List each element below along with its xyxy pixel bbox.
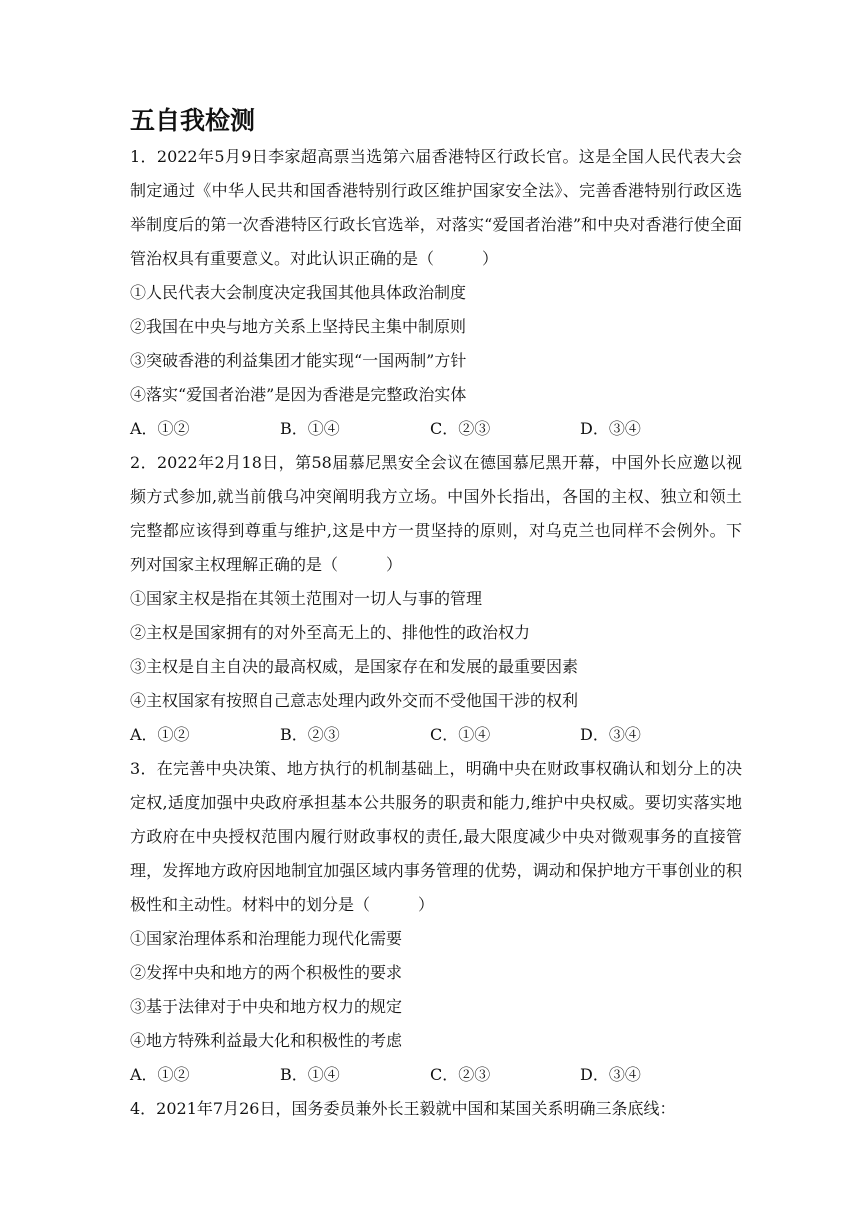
answer-choice: D．③④ bbox=[580, 1065, 641, 1084]
option-statement: ②我国在中央与地方关系上坚持民主集中制原则 bbox=[130, 317, 467, 336]
answer-choice: D．③④ bbox=[580, 725, 641, 744]
option-statement: ③突破香港的利益集团才能实现“一国两制”方针 bbox=[130, 351, 467, 370]
answer-choice: A．①② bbox=[130, 419, 190, 438]
option-statement: ②发挥中央和地方的两个积极性的要求 bbox=[130, 963, 403, 982]
question-3 bbox=[130, 752, 742, 1092]
question-stem: 4．2021年7月26日，国务委员兼外长王毅就中国和某国关系明确三条底线： bbox=[130, 1099, 676, 1118]
option-statement: ②主权是国家拥有的对外至高无上的、排他性的政治权力 bbox=[130, 623, 531, 642]
answer-choice: A．①② bbox=[130, 1065, 190, 1084]
answer-choice: C．①④ bbox=[430, 725, 491, 744]
document-page bbox=[130, 102, 742, 1126]
question-1 bbox=[130, 140, 742, 446]
question-stem: 2．2022年2月18日，第58届慕尼黑安全会议在德国慕尼黑开幕，中国外长应邀以视频方式参加,就当前俄乌冲突阐明我方立场。中国外长指出，各国的主权、独立和领土完整都应该得到尊重与维护,这是中方一贯坚持的原则，对乌克兰也同样不会例外。下列对国家主权理解正确的是（ ） bbox=[130, 453, 742, 574]
answer-choice: A．①② bbox=[130, 725, 190, 744]
section-heading: 五自我检测 bbox=[130, 106, 256, 135]
answer-choice: C．②③ bbox=[430, 1065, 491, 1084]
answer-choice: D．③④ bbox=[580, 419, 641, 438]
option-statement: ①人民代表大会制度决定我国其他具体政治制度 bbox=[130, 283, 467, 302]
question-stem: 1．2022年5月9日李家超高票当选第六届香港特区行政长官。这是全国人民代表大会制定通过《中华人民共和国香港特别行政区维护国家安全法》、完善香港特别行政区选举制度后的第一次香港特区行政长官选举，对落实“爱国者治港”和中央对香港行使全面管治权具有重要意义。对此认识正确的是（ ） bbox=[130, 147, 742, 268]
option-statement: ③基于法律对于中央和地方权力的规定 bbox=[130, 997, 403, 1016]
option-statement: ④主权国家有按照自己意志处理内政外交而不受他国干涉的权利 bbox=[130, 691, 579, 710]
question-2 bbox=[130, 446, 742, 752]
answer-choice: B．①④ bbox=[280, 1065, 340, 1084]
option-statement: ④地方特殊利益最大化和积极性的考虑 bbox=[130, 1031, 403, 1050]
option-statement: ③主权是自主自决的最高权威，是国家存在和发展的最重要因素 bbox=[130, 657, 579, 676]
answer-choices bbox=[130, 412, 742, 446]
option-statement: ④落实“爱国者治港”是因为香港是完整政治实体 bbox=[130, 385, 467, 404]
answer-choices bbox=[130, 1058, 742, 1092]
answer-choices bbox=[130, 718, 742, 752]
option-statement: ①国家治理体系和治理能力现代化需要 bbox=[130, 929, 403, 948]
answer-choice: B．①④ bbox=[280, 419, 340, 438]
answer-choice: B．②③ bbox=[280, 725, 340, 744]
question-stem: 3．在完善中央决策、地方执行的机制基础上，明确中央在财政事权确认和划分上的决定权,适度加强中央政府承担基本公共服务的职责和能力,维护中央权威。要切实落实地方政府在中央授权范围内履行财政事权的责任,最大限度减少中央对微观事务的直接管理，发挥地方政府因地制宜加强区域内事务管理的优势，调动和保护地方干事创业的积极性和主动性。材料中的划分是（ ） bbox=[130, 759, 742, 914]
question-4 bbox=[130, 1092, 742, 1126]
answer-choice: C．②③ bbox=[430, 419, 491, 438]
option-statement: ①国家主权是指在其领土范围对一切人与事的管理 bbox=[130, 589, 483, 608]
